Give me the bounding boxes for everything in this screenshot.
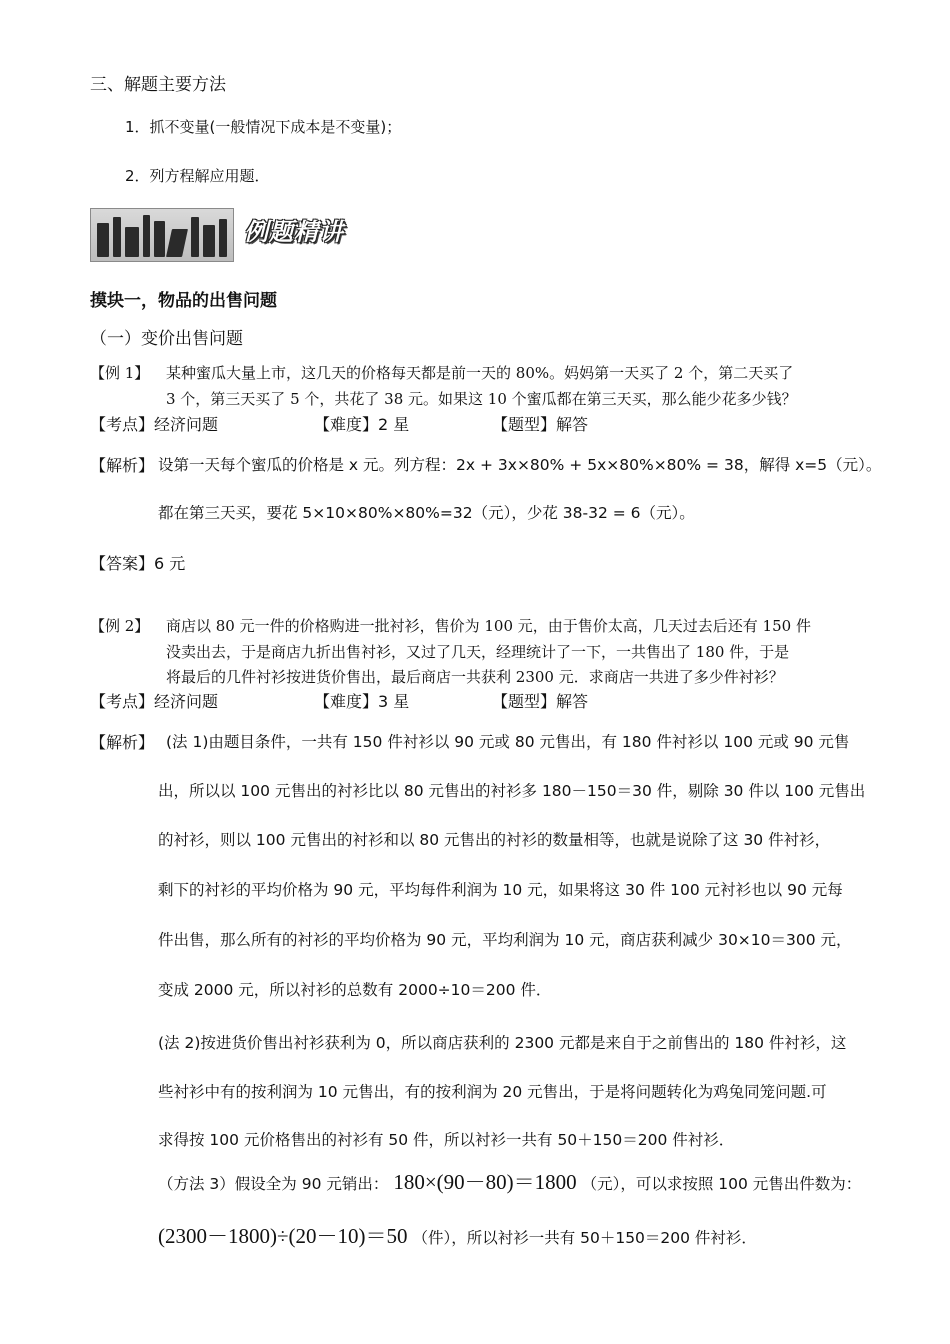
example-2-question: 商店以 80 元一件的价格购进一批衬衫，售价为 100 元，由于售价太高，几天过去后还有 150 件 xyxy=(166,617,811,635)
method-item: 2．列方程解应用题． xyxy=(125,167,270,185)
method-3-text xyxy=(158,1166,861,1196)
sub-title: （一）变价出售问题 xyxy=(90,329,243,349)
example-1-question: 3 个，第三天买了 5 个，共花了 38 元。如果这 10 个蜜瓜都在第三天买，那么能少花多少钱？ xyxy=(166,390,797,408)
example-2-question: 将最后的几件衬衫按进货价售出，最后商店一共获利 2300 元．求商店一共进了多少件衬衫？ xyxy=(166,668,784,686)
method-3-text xyxy=(158,1220,757,1250)
example-2-difficulty: 【难度】3 星 xyxy=(314,692,410,711)
example-2-type: 【题型】解答 xyxy=(492,692,589,711)
banner-title: 例题精讲 xyxy=(244,218,344,246)
example-1-answer: 【答案】6 元 xyxy=(90,554,186,573)
method-1-text: 的衬衫，则以 100 元售出的衬衫和以 80 元售出的衬衫的数量相等，也就是说除了这 30 件衬衫， xyxy=(158,831,831,849)
example-2-kaodian: 【考点】经济问题 xyxy=(90,692,219,711)
method-2-text: 些衬衫中有的按利润为 10 元售出，有的按利润为 20 元售出，于是将问题转化为鸡兔同笼问题.可 xyxy=(158,1083,827,1101)
example-2-question: 没卖出去，于是商店九折出售衬衫，又过了几天，经理统计了一下，一共售出了 180 件，于是 xyxy=(166,643,790,661)
method-3-conclusion: （件），所以衬衫一共有 50＋150＝200 件衬衫． xyxy=(412,1229,757,1247)
example-1-difficulty: 【难度】2 星 xyxy=(314,415,410,434)
method-3-equation: (2300－1800)÷(20－10)＝50 xyxy=(158,1224,408,1248)
method-1-text: 变成 2000 元，所以衬衫的总数有 2000÷10＝200 件． xyxy=(158,981,552,999)
method-3-continuation: （元），可以求按照 100 元售出件数为： xyxy=(581,1175,862,1193)
method-1-text: 出，所以以 100 元售出的衬衫比以 80 元售出的衬衫多 180－150＝30 件，剔除 30 件以 100 元售出 xyxy=(158,782,866,800)
method-1-text: 件出售，那么所有的衬衫的平均价格为 90 元，平均利润为 10 元，商店获利减少 30×10＝300 元， xyxy=(158,931,852,949)
example-1-kaodian: 【考点】经济问题 xyxy=(90,415,219,434)
method-2-text: (法 2)按进货价售出衬衫获利为 0，所以商店获利的 2300 元都是来自于之前售出的 180 件衬衫，这 xyxy=(158,1034,847,1052)
example-1-analysis: 设第一天每个蜜瓜的价格是 x 元。列方程：2x + 3x×80% + 5x×80%×80% = 38，解得 x=5（元）。 xyxy=(158,456,882,474)
example-1-question: 某种蜜瓜大量上市，这几天的价格每天都是前一天的 80%。妈妈第一天买了 2 个，第二天买了 xyxy=(166,364,794,382)
module-title: 摸块一，物品的出售问题 xyxy=(90,291,277,311)
example-1-analysis: 都在第三天买，要花 5×10×80%×80%=32（元），少花 38-32 = 6（元）。 xyxy=(158,504,695,522)
example-1-analysis-label: 【解析】 xyxy=(90,456,155,475)
section-heading: 三、解题主要方法 xyxy=(90,75,226,95)
method-1-text: 剩下的衬衫的平均价格为 90 元，平均每件利润为 10 元，如果将这 30 件 100 元衬衫也以 90 元每 xyxy=(158,881,843,899)
method-3-equation: 180×(90－80)＝1800 xyxy=(393,1170,577,1194)
method-3-intro: （方法 3）假设全为 90 元销出： xyxy=(158,1175,389,1193)
example-1-label: 【例 1】 xyxy=(90,364,150,382)
example-2-analysis-label: 【解析】 xyxy=(90,733,155,752)
method-item: 1．抓不变量(一般情况下成本是不变量)； xyxy=(125,118,402,136)
method-2-text: 求得按 100 元价格售出的衬衫有 50 件，所以衬衫一共有 50＋150＝200 件衬衫． xyxy=(158,1131,735,1149)
method-1-text: (法 1)由题目条件，一共有 150 件衬衫以 90 元或 80 元售出，有 180 件衬衫以 100 元或 90 元售 xyxy=(166,733,850,751)
example-2-label: 【例 2】 xyxy=(90,617,150,635)
books-banner-image xyxy=(90,208,234,262)
example-1-type: 【题型】解答 xyxy=(492,415,589,434)
